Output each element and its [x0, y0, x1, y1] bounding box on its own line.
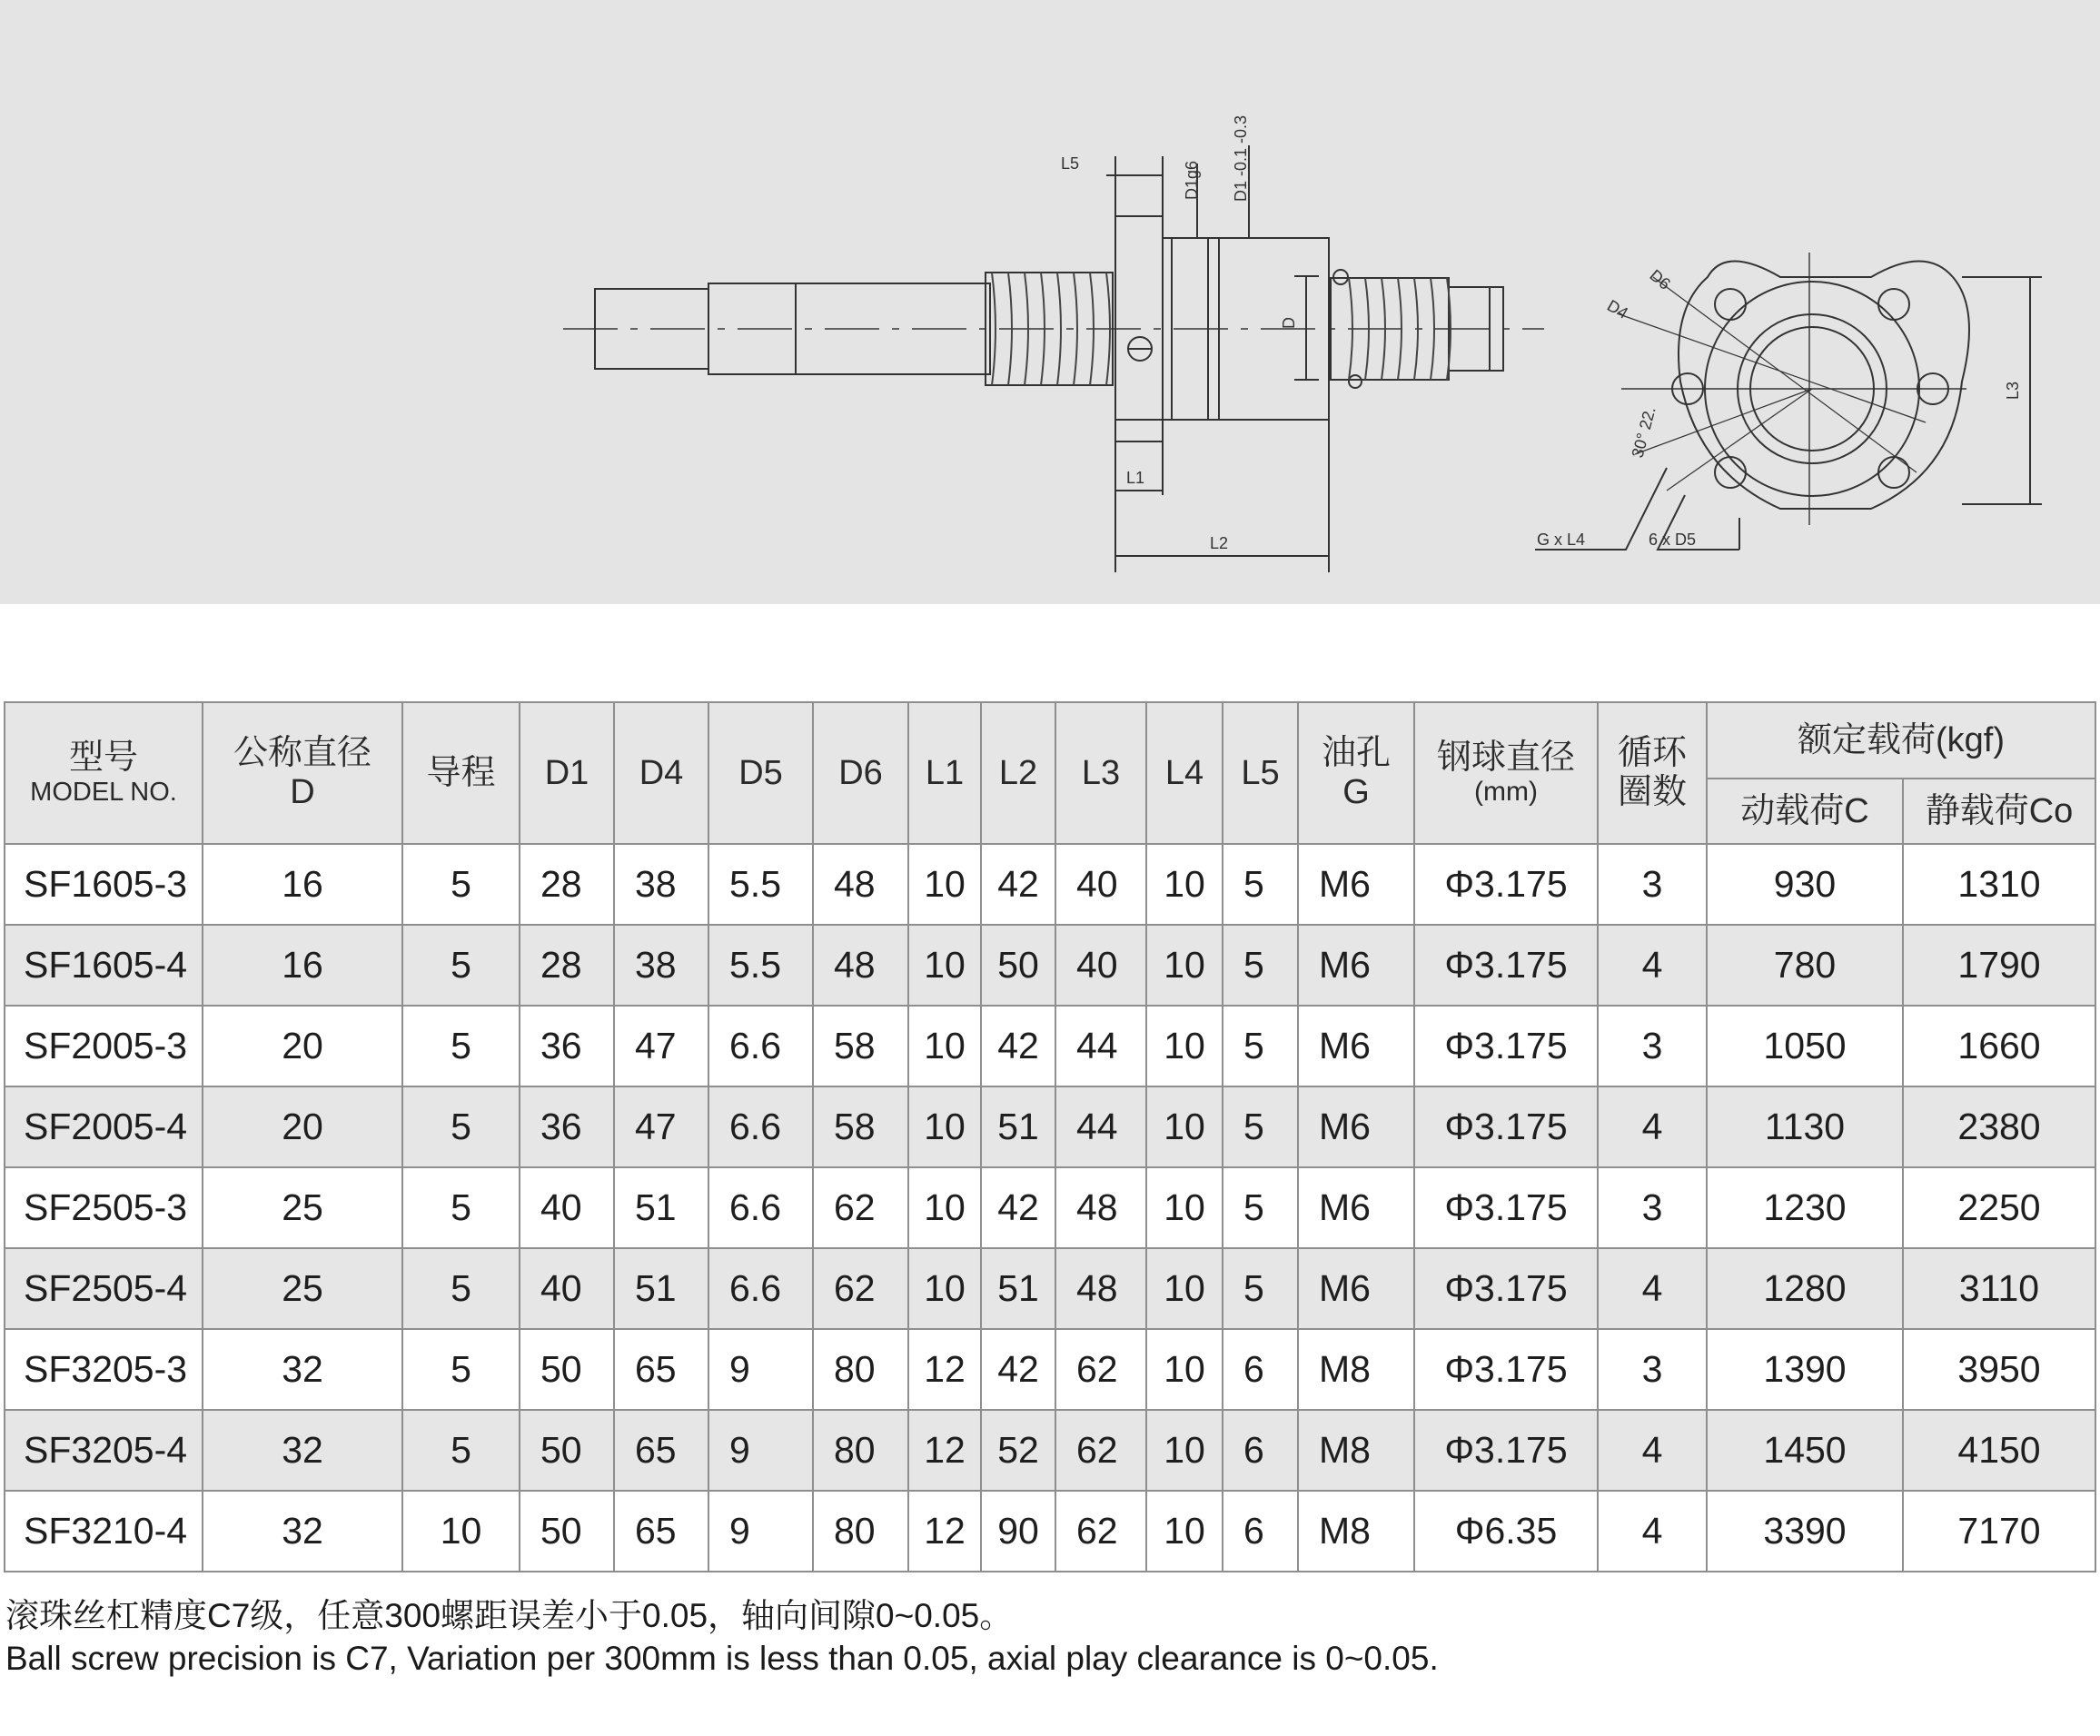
cell-l3: 62 [1055, 1491, 1146, 1572]
header-lead: 导程 [402, 702, 520, 844]
cell-l2: 52 [981, 1410, 1055, 1491]
cell-l5: 6 [1223, 1491, 1298, 1572]
cell-d1: 50 [520, 1410, 614, 1491]
header-oil-cn: 油孔 [1321, 734, 1391, 773]
cell-model: SF2505-4 [5, 1248, 203, 1329]
cell-ball-diameter: Φ3.175 [1414, 1167, 1598, 1248]
cell-ball-diameter: Φ3.175 [1414, 1086, 1598, 1167]
cell-d5: 6.6 [708, 1006, 813, 1086]
cell-l1: 10 [908, 1167, 981, 1248]
cell-l5: 5 [1223, 1167, 1298, 1248]
cell-ball-diameter: Φ3.175 [1414, 1006, 1598, 1086]
cell-d5: 9 [708, 1410, 813, 1491]
cell-d6: 48 [813, 844, 908, 925]
cell-d5: 6.6 [708, 1086, 813, 1167]
cell-lead: 5 [402, 1248, 520, 1329]
cell-l3: 48 [1055, 1167, 1146, 1248]
cell-l1: 10 [908, 1248, 981, 1329]
cell-ball-diameter: Φ3.175 [1414, 1329, 1598, 1410]
cell-l2: 42 [981, 844, 1055, 925]
cell-model: SF1605-4 [5, 925, 203, 1006]
label-angle: 30° 22. [1628, 404, 1659, 461]
cell-d5: 6.6 [708, 1167, 813, 1248]
header-circuits [1598, 702, 1707, 844]
cell-ball-diameter: Φ6.35 [1414, 1491, 1598, 1572]
table-row [5, 1329, 2095, 1410]
cell-static-load: 1660 [1903, 1006, 2095, 1086]
cell-d6: 48 [813, 925, 908, 1006]
label-l1: L1 [1126, 469, 1145, 487]
cell-d5: 9 [708, 1329, 813, 1410]
cell-nominal-diameter: 16 [203, 925, 402, 1006]
label-l3: L3 [2004, 381, 2022, 400]
cell-l1: 10 [908, 844, 981, 925]
cell-dynamic-load: 1280 [1707, 1248, 1903, 1329]
technical-drawing-panel [0, 0, 2100, 604]
header-l2: L2 [981, 702, 1055, 844]
cell-l3: 62 [1055, 1410, 1146, 1491]
header-l1: L1 [908, 702, 981, 844]
table-body [5, 844, 2095, 1572]
cell-model: SF2005-4 [5, 1086, 203, 1167]
header-model [5, 702, 203, 844]
label-d1-tolerance: D1 -0.1 -0.3 [1232, 114, 1250, 202]
cell-l3: 44 [1055, 1086, 1146, 1167]
note-english: Ball screw precision is C7, Variation per 300mm is less than 0.05, axial play clearance is 0~0.05. [5, 1640, 1439, 1677]
cell-oil-hole: M6 [1298, 844, 1414, 925]
cell-model: SF3210-4 [5, 1491, 203, 1572]
header-oil-hole [1298, 702, 1414, 844]
cell-d1: 40 [520, 1248, 614, 1329]
cell-l1: 12 [908, 1410, 981, 1491]
cell-d1: 28 [520, 844, 614, 925]
cell-lead: 5 [402, 1167, 520, 1248]
header-circuit-cn2: 圈数 [1617, 773, 1687, 811]
cell-circuits: 3 [1598, 844, 1707, 925]
table-row [5, 1086, 2095, 1167]
cell-dynamic-load: 1050 [1707, 1006, 1903, 1086]
header-d4: D4 [614, 702, 708, 844]
header-d1: D1 [520, 702, 614, 844]
table-row [5, 1006, 2095, 1086]
table-row [5, 844, 2095, 925]
cell-d4: 38 [614, 925, 708, 1006]
cell-ball-diameter: Φ3.175 [1414, 1410, 1598, 1491]
cell-l2: 51 [981, 1248, 1055, 1329]
cell-oil-hole: M6 [1298, 1086, 1414, 1167]
label-6-x-d5: 6 x D5 [1649, 531, 1697, 549]
cell-lead: 5 [402, 1006, 520, 1086]
header-rated-load: 额定载荷(kgf) [1707, 702, 2095, 779]
cell-l1: 12 [908, 1329, 981, 1410]
cell-d5: 5.5 [708, 925, 813, 1006]
cell-l4: 10 [1146, 1086, 1223, 1167]
cell-l2: 50 [981, 925, 1055, 1006]
flange-front-view [1535, 253, 2042, 550]
cell-lead: 10 [402, 1491, 520, 1572]
cell-model: SF2005-3 [5, 1006, 203, 1086]
header-ball-diameter [1414, 702, 1598, 844]
cell-l2: 42 [981, 1329, 1055, 1410]
cell-dynamic-load: 1230 [1707, 1167, 1903, 1248]
label-d1g6: D1g6 [1183, 160, 1201, 200]
table-row [5, 1410, 2095, 1491]
header-nominal-diameter [203, 702, 402, 844]
header-oil-en: G [1342, 773, 1370, 811]
cell-l5: 5 [1223, 844, 1298, 925]
cell-l3: 62 [1055, 1329, 1146, 1410]
cell-l3: 40 [1055, 925, 1146, 1006]
cell-d1: 50 [520, 1491, 614, 1572]
cell-l1: 10 [908, 1086, 981, 1167]
cell-d5: 9 [708, 1491, 813, 1572]
cell-circuits: 4 [1598, 1086, 1707, 1167]
cell-dynamic-load: 1390 [1707, 1329, 1903, 1410]
cell-dynamic-load: 3390 [1707, 1491, 1903, 1572]
cell-dynamic-load: 1450 [1707, 1410, 1903, 1491]
cell-static-load: 7170 [1903, 1491, 2095, 1572]
cell-static-load: 3950 [1903, 1329, 2095, 1410]
cell-d4: 38 [614, 844, 708, 925]
cell-circuits: 4 [1598, 925, 1707, 1006]
header-static-load: 静载荷Co [1903, 779, 2095, 844]
cell-nominal-diameter: 32 [203, 1491, 402, 1572]
cell-d1: 36 [520, 1086, 614, 1167]
cell-nominal-diameter: 32 [203, 1410, 402, 1491]
cell-l2: 42 [981, 1006, 1055, 1086]
cell-l1: 10 [908, 925, 981, 1006]
label-d4: D4 [1604, 296, 1631, 322]
cell-l2: 90 [981, 1491, 1055, 1572]
cell-static-load: 4150 [1903, 1410, 2095, 1491]
cell-l5: 5 [1223, 925, 1298, 1006]
header-l3: L3 [1055, 702, 1146, 844]
header-dynamic-load: 动载荷C [1707, 779, 1903, 844]
cell-static-load: 3110 [1903, 1248, 2095, 1329]
header-l4: L4 [1146, 702, 1223, 844]
cell-nominal-diameter: 32 [203, 1329, 402, 1410]
cell-circuits: 3 [1598, 1006, 1707, 1086]
cell-oil-hole: M6 [1298, 1248, 1414, 1329]
cell-nominal-diameter: 25 [203, 1167, 402, 1248]
cell-l5: 6 [1223, 1410, 1298, 1491]
cell-l4: 10 [1146, 1248, 1223, 1329]
cell-d4: 65 [614, 1491, 708, 1572]
cell-static-load: 2380 [1903, 1086, 2095, 1167]
cell-lead: 5 [402, 1410, 520, 1491]
table-row [5, 925, 2095, 1006]
cell-model: SF3205-4 [5, 1410, 203, 1491]
cell-dynamic-load: 1130 [1707, 1086, 1903, 1167]
cell-circuits: 4 [1598, 1491, 1707, 1572]
table-row [5, 1491, 2095, 1572]
cell-ball-diameter: Φ3.175 [1414, 844, 1598, 925]
header-d6: D6 [813, 702, 908, 844]
cell-lead: 5 [402, 844, 520, 925]
cell-d6: 62 [813, 1167, 908, 1248]
cell-nominal-diameter: 16 [203, 844, 402, 925]
cell-l4: 10 [1146, 1167, 1223, 1248]
cell-l4: 10 [1146, 1006, 1223, 1086]
cell-d6: 58 [813, 1086, 908, 1167]
header-model-cn: 型号 [68, 739, 138, 778]
cell-d6: 80 [813, 1410, 908, 1491]
cell-l5: 5 [1223, 1086, 1298, 1167]
label-l5: L5 [1061, 154, 1080, 173]
cell-d1: 50 [520, 1329, 614, 1410]
cell-model: SF2505-3 [5, 1167, 203, 1248]
cell-oil-hole: M6 [1298, 925, 1414, 1006]
cell-d6: 80 [813, 1491, 908, 1572]
cell-d4: 47 [614, 1006, 708, 1086]
cell-d5: 5.5 [708, 844, 813, 925]
cell-d1: 40 [520, 1167, 614, 1248]
cell-ball-diameter: Φ3.175 [1414, 1248, 1598, 1329]
cell-oil-hole: M8 [1298, 1329, 1414, 1410]
cell-d4: 65 [614, 1410, 708, 1491]
cell-l3: 48 [1055, 1248, 1146, 1329]
cell-nominal-diameter: 25 [203, 1248, 402, 1329]
label-d6: D6 [1646, 265, 1674, 293]
cell-d1: 28 [520, 925, 614, 1006]
cell-circuits: 3 [1598, 1329, 1707, 1410]
table-header [5, 702, 2095, 844]
cell-l5: 5 [1223, 1006, 1298, 1086]
cell-ball-diameter: Φ3.175 [1414, 925, 1598, 1006]
label-g-x-l4: G x L4 [1537, 531, 1586, 549]
cell-l5: 6 [1223, 1329, 1298, 1410]
cell-lead: 5 [402, 925, 520, 1006]
cell-d6: 58 [813, 1006, 908, 1086]
cell-dynamic-load: 930 [1707, 844, 1903, 925]
table-row [5, 1248, 2095, 1329]
cell-nominal-diameter: 20 [203, 1006, 402, 1086]
header-d5: D5 [708, 702, 813, 844]
cell-l2: 42 [981, 1167, 1055, 1248]
cell-l5: 5 [1223, 1248, 1298, 1329]
cell-oil-hole: M6 [1298, 1006, 1414, 1086]
cell-l1: 10 [908, 1006, 981, 1086]
cell-d1: 36 [520, 1006, 614, 1086]
label-l2: L2 [1210, 534, 1229, 552]
note-chinese: 滚珠丝杠精度C7级，任意300螺距误差小于0.05，轴向间隙0~0.05。 [5, 1597, 1014, 1634]
cell-l4: 10 [1146, 1329, 1223, 1410]
cell-d5: 6.6 [708, 1248, 813, 1329]
cell-static-load: 2250 [1903, 1167, 2095, 1248]
cell-d4: 51 [614, 1167, 708, 1248]
cell-circuits: 4 [1598, 1410, 1707, 1491]
cell-l3: 40 [1055, 844, 1146, 925]
cell-dynamic-load: 780 [1707, 925, 1903, 1006]
cell-d6: 80 [813, 1329, 908, 1410]
cell-l3: 44 [1055, 1006, 1146, 1086]
cell-l4: 10 [1146, 1410, 1223, 1491]
header-ball-en: (mm) [1474, 777, 1538, 808]
header-l5: L5 [1223, 702, 1298, 844]
cell-circuits: 4 [1598, 1248, 1707, 1329]
cell-d4: 51 [614, 1248, 708, 1329]
cell-static-load: 1790 [1903, 925, 2095, 1006]
cell-oil-hole: M8 [1298, 1410, 1414, 1491]
cell-lead: 5 [402, 1086, 520, 1167]
cell-d4: 65 [614, 1329, 708, 1410]
label-d: D [1280, 317, 1298, 329]
cell-l4: 10 [1146, 1491, 1223, 1572]
cell-model: SF1605-3 [5, 844, 203, 925]
cell-oil-hole: M6 [1298, 1167, 1414, 1248]
cell-d4: 47 [614, 1086, 708, 1167]
header-model-en: MODEL NO. [30, 778, 177, 808]
header-ball-cn: 钢球直径 [1436, 738, 1575, 777]
ball-screw-drawing [0, 0, 2100, 604]
ball-screw-spec-table [4, 701, 2096, 1572]
cell-l2: 51 [981, 1086, 1055, 1167]
header-circuit-cn1: 循环 [1617, 734, 1687, 773]
cell-lead: 5 [402, 1329, 520, 1410]
header-nominal-cn: 公称直径 [233, 734, 371, 773]
cell-l1: 12 [908, 1491, 981, 1572]
cell-static-load: 1310 [1903, 844, 2095, 925]
cell-model: SF3205-3 [5, 1329, 203, 1410]
cell-oil-hole: M8 [1298, 1491, 1414, 1572]
cell-nominal-diameter: 20 [203, 1086, 402, 1167]
cell-l4: 10 [1146, 925, 1223, 1006]
table-row [5, 1167, 2095, 1248]
cell-l4: 10 [1146, 844, 1223, 925]
cell-d6: 62 [813, 1248, 908, 1329]
cell-circuits: 3 [1598, 1167, 1707, 1248]
header-nominal-en: D [290, 773, 315, 811]
